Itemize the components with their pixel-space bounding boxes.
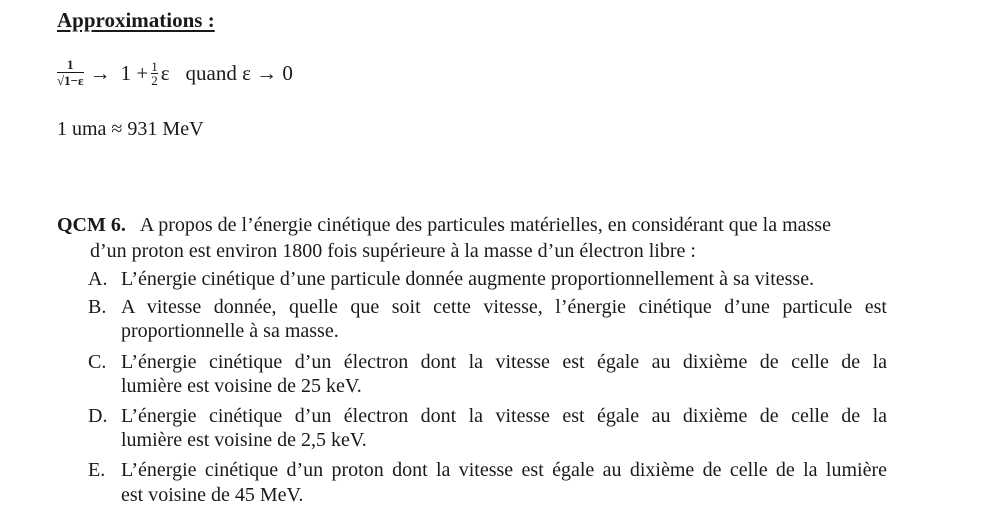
fraction-inverse-sqrt bbox=[57, 58, 84, 88]
approximation-formula bbox=[57, 58, 293, 88]
option-text-line2: est voisine de 45 MeV. bbox=[121, 484, 304, 506]
option-letter: E. bbox=[88, 459, 106, 481]
option-text-line1: L’énergie cinétique d’un électron dont la vitesse est égale au dixième de celle de la bbox=[121, 405, 887, 427]
section-heading: Approximations : bbox=[57, 8, 215, 32]
uma-approximation: 1 uma ≈ 931 MeV bbox=[57, 118, 204, 140]
option-text-line1: A vitesse donnée, quelle que soit cette vitesse, l’énergie cinétique d’une particule est bbox=[121, 296, 887, 318]
question-intro-text: A propos de l’énergie cinétique des particules matérielles, en considérant que la masse bbox=[139, 214, 831, 236]
half-numerator: 1 bbox=[151, 58, 158, 74]
question-label: QCM 6. bbox=[57, 214, 126, 236]
question-intro-line1 bbox=[57, 214, 831, 237]
option-text-line1: L’énergie cinétique d’une particule donnée augmente proportionnellement à sa vitesse. bbox=[121, 268, 815, 290]
formula-condition: quand ε → 0 bbox=[185, 60, 293, 85]
option-letter: C. bbox=[88, 351, 107, 373]
option-text-line2: proportionnelle à sa masse. bbox=[121, 320, 339, 342]
epsilon-symbol: ε bbox=[160, 60, 170, 85]
question-intro-line2: d’un proton est environ 1800 fois supérieure à la masse d’un électron libre : bbox=[90, 240, 696, 262]
half-denominator: 2 bbox=[151, 72, 158, 88]
option-letter: D. bbox=[88, 405, 108, 427]
option-text-line2: lumière est voisine de 2,5 keV. bbox=[121, 429, 367, 451]
arrow-symbol: → bbox=[89, 60, 111, 85]
option-text-line2: lumière est voisine de 25 keV. bbox=[121, 375, 362, 397]
option-text-line1: L’énergie cinétique d’un électron dont la vitesse est égale au dixième de celle de la bbox=[121, 351, 887, 373]
option-text-line1: L’énergie cinétique d’un proton dont la vitesse est égale au dixième de celle de la lumière bbox=[121, 459, 887, 481]
fraction-numerator: 1 bbox=[67, 57, 74, 72]
fraction-denominator: √1−ε bbox=[57, 73, 84, 88]
option-letter: A. bbox=[88, 268, 108, 290]
fraction-half bbox=[151, 60, 158, 87]
option-letter: B. bbox=[88, 296, 107, 318]
formula-rhs-lead: 1 + bbox=[120, 60, 149, 85]
